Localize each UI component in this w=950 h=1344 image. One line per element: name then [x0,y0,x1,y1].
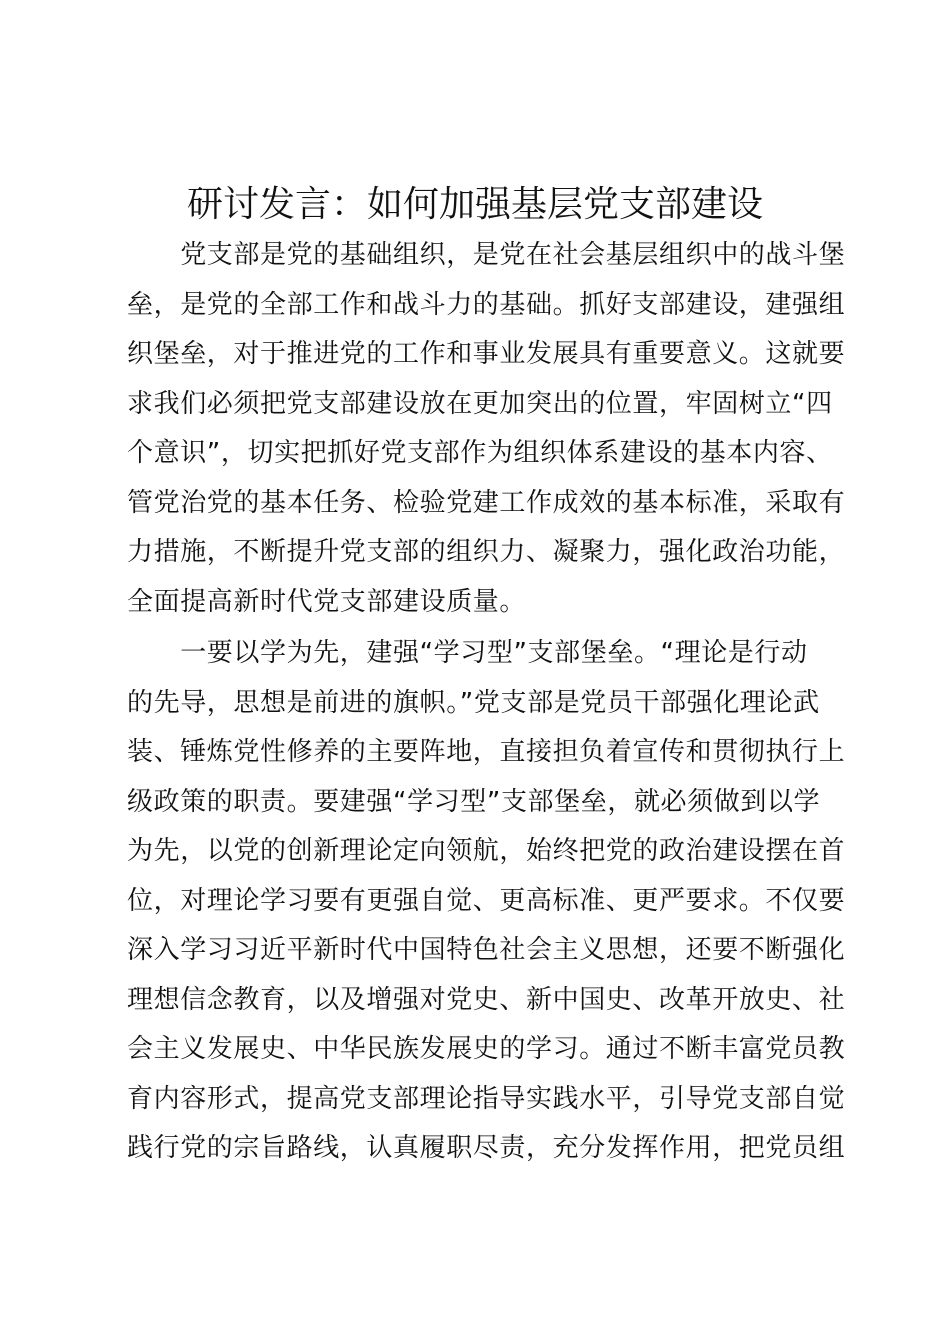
paragraph-line: 全面提高新时代党支部建设质量。 [127,586,527,617]
paragraph-line: 垒，是党的全部工作和战斗力的基础。抓好支部建设，建强组 [127,289,846,320]
paragraph-line: 育内容形式，提高党支部理论指导实践水平，引导党支部自觉 [127,1083,846,1114]
paragraph-line: 深入学习习近平新时代中国特色社会主义思想，还要不断强化 [127,935,846,965]
paragraph-line: 装、锤炼党性修养的主要阵地，直接担负着宣传和贯彻执行上 [127,737,846,767]
paragraph-2 [127,629,846,1174]
paragraph-line: 为先，以党的创新理论定向领航，始终把党的政治建设摆在首 [127,836,846,866]
paragraph-line: 位，对理论学习要有更强自觉、更高标准、更严要求。不仅要 [127,885,846,916]
paragraph-line: 党支部是党的基础组织，是党在社会基层组织中的战斗堡 [127,240,846,270]
paragraph-line: 求我们必须把党支部建设放在更加突出的位置，牢固树立“四 [127,388,833,419]
paragraph-line: 力措施，不断提升党支部的组织力、凝聚力，强化政治功能， [127,537,846,567]
paragraph-line: 级政策的职责。要建强“学习型”支部堡垒，就必须做到以学 [127,786,821,817]
paragraph-line: 的先导，思想是前进的旗帜。”党支部是党员干部强化理论武 [127,687,820,718]
paragraph-line: 管党治党的基本任务、检验党建工作成效的基本标准，采取有 [127,487,846,518]
document-title: 研讨发言：如何加强基层党支部建设 [186,184,763,225]
paragraph-line: 践行党的宗旨路线，认真履职尽责，充分发挥作用，把党员组 [127,1133,846,1163]
paragraph-1 [127,231,846,627]
paragraph-line: 理想信念教育，以及增强对党史、新中国史、改革开放史、社 [127,984,846,1015]
paragraph-line: 织堡垒，对于推进党的工作和事业发展具有重要意义。这就要 [127,339,846,369]
paragraph-line: 一要以学为先，建强“学习型”支部堡垒。“理论是行动 [127,638,808,668]
paragraph-line: 个意识”，切实把抓好党支部作为组织体系建设的基本内容、 [127,438,833,468]
paragraph-line: 会主义发展史、中华民族发展史的学习。通过不断丰富党员教 [127,1034,846,1064]
